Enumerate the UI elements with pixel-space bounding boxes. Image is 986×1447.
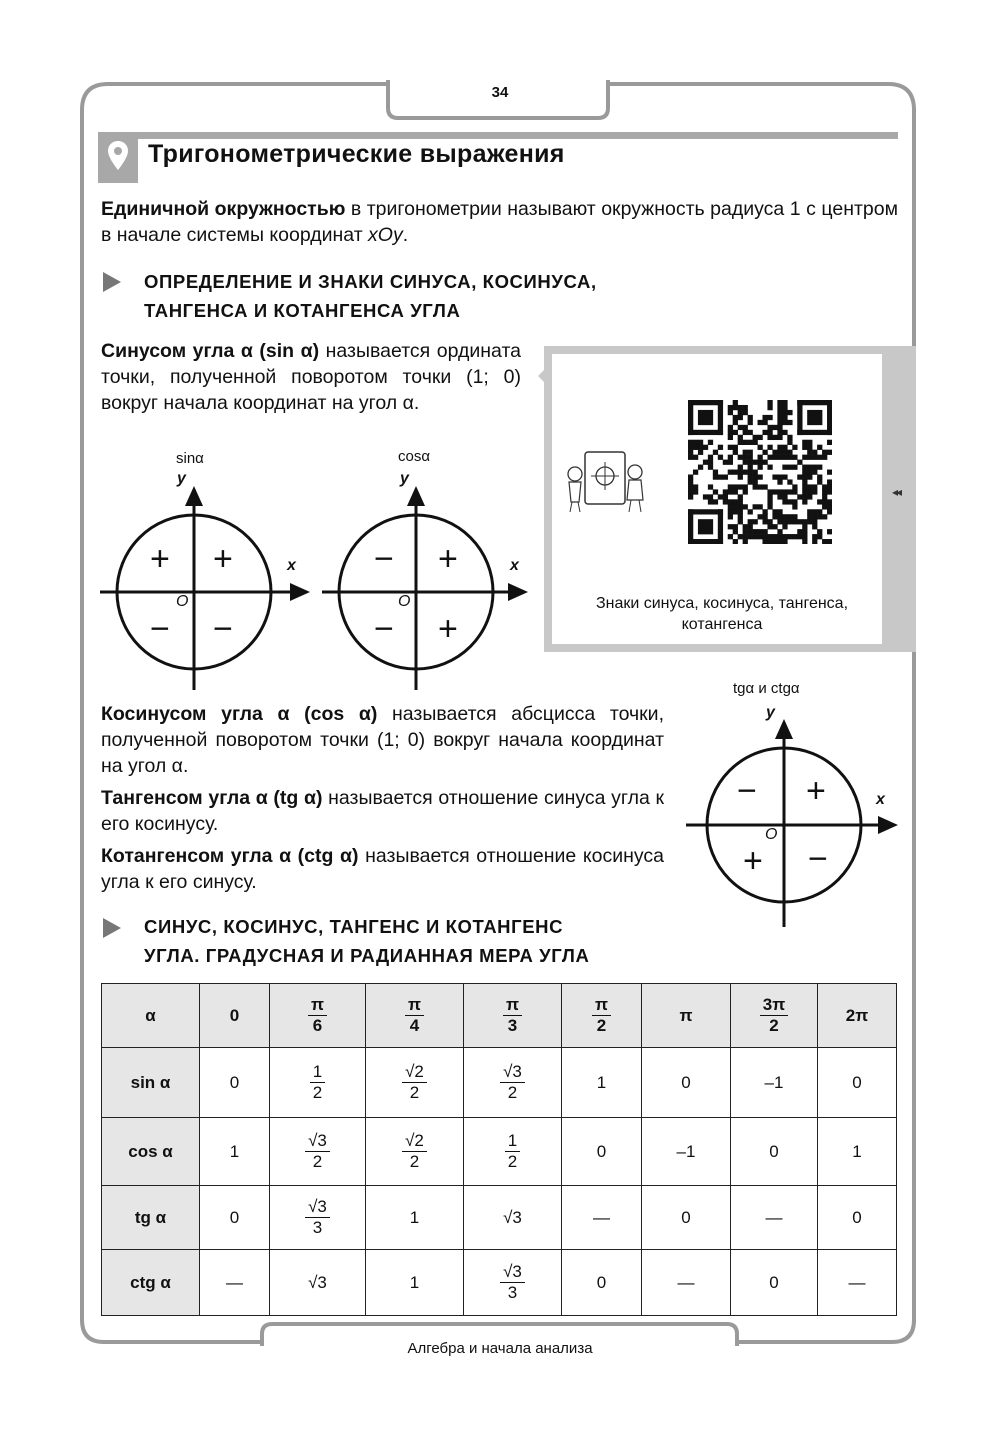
cos-circle-diagram [318, 484, 538, 694]
table-cell: — [200, 1250, 270, 1316]
numerator: 3π [760, 995, 788, 1016]
cos-origin-label: O [398, 593, 411, 610]
intro-end: . [402, 224, 409, 246]
table-cell: — [731, 1186, 818, 1250]
sin-circle-label: sinα [176, 450, 204, 467]
tg-circle-label: tgα и ctgα [733, 680, 800, 697]
section2-line2: УГЛА. ГРАДУСНАЯ И РАДИАННАЯ МЕРА УГЛА [144, 945, 590, 966]
cotangent-definition [101, 843, 664, 895]
cosine-definition [101, 701, 664, 779]
denominator: 3 [312, 1218, 323, 1237]
table-header-cell [464, 984, 562, 1048]
sin-x-label: x [287, 557, 296, 574]
table-header-cell: 0 [200, 984, 270, 1048]
cotangent-text: называется отношение косинуса угла к его синусу. [101, 845, 664, 893]
table-cell: 0 [200, 1186, 270, 1250]
table-header-cell [562, 984, 642, 1048]
cos-circle-label: cosα [398, 448, 431, 465]
sin-sign-q1: + [213, 540, 233, 578]
numerator: π [592, 995, 611, 1016]
fraction [305, 1131, 330, 1172]
trig-values-table [101, 983, 897, 1316]
page-number: 34 [491, 84, 509, 101]
tg-y-label: y [766, 704, 775, 721]
numerator: π [308, 995, 327, 1016]
table-cell: √3 [270, 1250, 366, 1316]
footer-text: Алгебра и начала анализа [407, 1340, 593, 1357]
table-cell [270, 1118, 366, 1186]
denominator: 2 [507, 1152, 518, 1171]
fraction [402, 1131, 427, 1172]
table-header-cell [366, 984, 464, 1048]
table-cell: √3 [464, 1186, 562, 1250]
table-cell: –1 [642, 1118, 731, 1186]
table-header-cell: 2π [818, 984, 897, 1048]
table-cell [366, 1048, 464, 1118]
table-row-label: cos α [102, 1118, 200, 1186]
table-cell: 0 [818, 1186, 897, 1250]
table-cell: 0 [642, 1048, 731, 1118]
intro-coord: xOy [368, 224, 403, 246]
section1-line2: ТАНГЕНСА И КОТАНГЕНСА УГЛА [144, 300, 461, 321]
table-header-cell [270, 984, 366, 1048]
table-row [102, 1118, 897, 1186]
numerator: π [405, 995, 424, 1016]
numerator: π [503, 995, 522, 1016]
table-row [102, 1048, 897, 1118]
table-cell: 0 [818, 1048, 897, 1118]
fraction [405, 995, 424, 1036]
cos-y-label: y [400, 470, 409, 487]
denominator: 2 [596, 1016, 607, 1035]
fraction [305, 1197, 330, 1238]
qr-code-icon [688, 400, 832, 544]
tg-sign-q3: + [743, 842, 763, 880]
table-row [102, 1250, 897, 1316]
sin-circle-diagram [96, 484, 316, 694]
numerator: √3 [500, 1062, 525, 1083]
fraction [310, 1062, 325, 1103]
table-cell: 0 [642, 1186, 731, 1250]
table-cell: 1 [818, 1118, 897, 1186]
tg-origin-label: O [765, 826, 778, 843]
numerator: √2 [402, 1062, 427, 1083]
tg-sign-q2: − [737, 772, 757, 810]
table-cell: 0 [562, 1118, 642, 1186]
denominator: 4 [409, 1016, 420, 1035]
table-cell: 0 [731, 1250, 818, 1316]
intro-term: Единичной окружностью [101, 198, 346, 220]
denominator: 3 [507, 1016, 518, 1035]
sine-text: называется ордината точки, полученной поворотом точки (1; 0) вокруг начала координат на угол α. [101, 340, 522, 414]
table-cell: –1 [731, 1048, 818, 1118]
intro-text: в тригонометрии называют окружность радиуса 1 с центром в начале системы координат [101, 198, 898, 246]
sin-sign-q3: − [150, 610, 170, 648]
fraction [760, 995, 788, 1036]
section-marker-icon [103, 272, 121, 292]
cosine-term: Косинусом угла α (cos α) [101, 703, 378, 725]
numerator: 1 [310, 1062, 325, 1083]
table-cell: 1 [562, 1048, 642, 1118]
fraction [592, 995, 611, 1036]
table-header-row [102, 984, 897, 1048]
table-cell: 0 [731, 1118, 818, 1186]
numerator: √3 [305, 1197, 330, 1218]
denominator: 2 [312, 1083, 323, 1102]
cotangent-term: Котангенсом угла α (ctg α) [101, 845, 359, 867]
fraction [503, 995, 522, 1036]
cosine-text: называется абсцисса точки, полученной поворотом точки (1; 0) вокруг начала координат на угол α. [101, 703, 664, 777]
section-marker-icon [103, 918, 121, 938]
fraction [500, 1262, 525, 1303]
double-left-arrow-icon[interactable]: ◂◂ [892, 485, 901, 499]
tg-sign-q4: − [808, 840, 828, 878]
table-cell: — [562, 1186, 642, 1250]
section2-line1: СИНУС, КОСИНУС, ТАНГЕНС И КОТАНГЕНС [144, 916, 564, 937]
tangent-term: Тангенсом угла α (tg α) [101, 787, 323, 809]
section1-heading [144, 267, 597, 325]
denominator: 2 [769, 1016, 779, 1035]
denominator: 2 [507, 1083, 518, 1102]
denominator: 2 [312, 1152, 323, 1171]
table-cell: — [642, 1250, 731, 1316]
table-cell [270, 1186, 366, 1250]
denominator: 3 [507, 1283, 518, 1302]
table-row-label: ctg α [102, 1250, 200, 1316]
table-cell [464, 1250, 562, 1316]
sin-origin-label: O [176, 593, 189, 610]
cos-x-label: x [510, 557, 519, 574]
numerator: 1 [505, 1131, 520, 1152]
numerator: √3 [500, 1262, 525, 1283]
table-cell: 0 [200, 1048, 270, 1118]
table-header-cell: α [102, 984, 200, 1048]
page-title: Тригонометрические выражения [148, 140, 565, 168]
denominator: 2 [409, 1152, 420, 1171]
section1-line1: ОПРЕДЕЛЕНИЕ И ЗНАКИ СИНУСА, КОСИНУСА, [144, 271, 597, 292]
side-tab[interactable] [884, 346, 916, 652]
sin-sign-q4: − [213, 610, 233, 648]
denominator: 6 [312, 1016, 323, 1035]
table-cell [464, 1118, 562, 1186]
sin-sign-q2: + [150, 540, 170, 578]
fraction [402, 1062, 427, 1103]
table-cell: 1 [366, 1250, 464, 1316]
section2-heading [144, 912, 589, 970]
table-cell: 1 [200, 1118, 270, 1186]
table-cell: 1 [366, 1186, 464, 1250]
table-cell [270, 1048, 366, 1118]
tangent-definition [101, 785, 664, 837]
table-cell: — [818, 1250, 897, 1316]
table-header-cell [731, 984, 818, 1048]
table-header-cell: π [642, 984, 731, 1048]
fraction [500, 1062, 525, 1103]
kids-illustration-icon [563, 446, 647, 518]
location-pin-icon [107, 140, 129, 172]
cos-sign-q3: − [374, 610, 394, 648]
cos-sign-q2: − [374, 540, 394, 578]
table-row [102, 1186, 897, 1250]
table-row-label: sin α [102, 1048, 200, 1118]
numerator: √2 [402, 1131, 427, 1152]
qr-caption: Знаки синуса, косинуса, тангенса, котангенса [595, 595, 849, 633]
cos-sign-q1: + [438, 540, 458, 578]
fraction [308, 995, 327, 1036]
fraction [505, 1131, 520, 1172]
sine-definition [101, 338, 521, 416]
table-cell: 0 [562, 1250, 642, 1316]
tg-circle-diagram [684, 717, 906, 929]
denominator: 2 [409, 1083, 420, 1102]
tangent-text: называется отношение синуса угла к его косинусу. [101, 787, 664, 835]
tg-x-label: x [876, 791, 885, 808]
table-cell [464, 1048, 562, 1118]
tg-sign-q1: + [806, 772, 826, 810]
sine-term: Синусом угла α (sin α) [101, 340, 320, 362]
numerator: √3 [305, 1131, 330, 1152]
table-row-label: tg α [102, 1186, 200, 1250]
table-cell [366, 1118, 464, 1186]
intro-paragraph [101, 196, 898, 248]
sin-y-label: y [177, 470, 186, 487]
cos-sign-q4: + [438, 610, 458, 648]
